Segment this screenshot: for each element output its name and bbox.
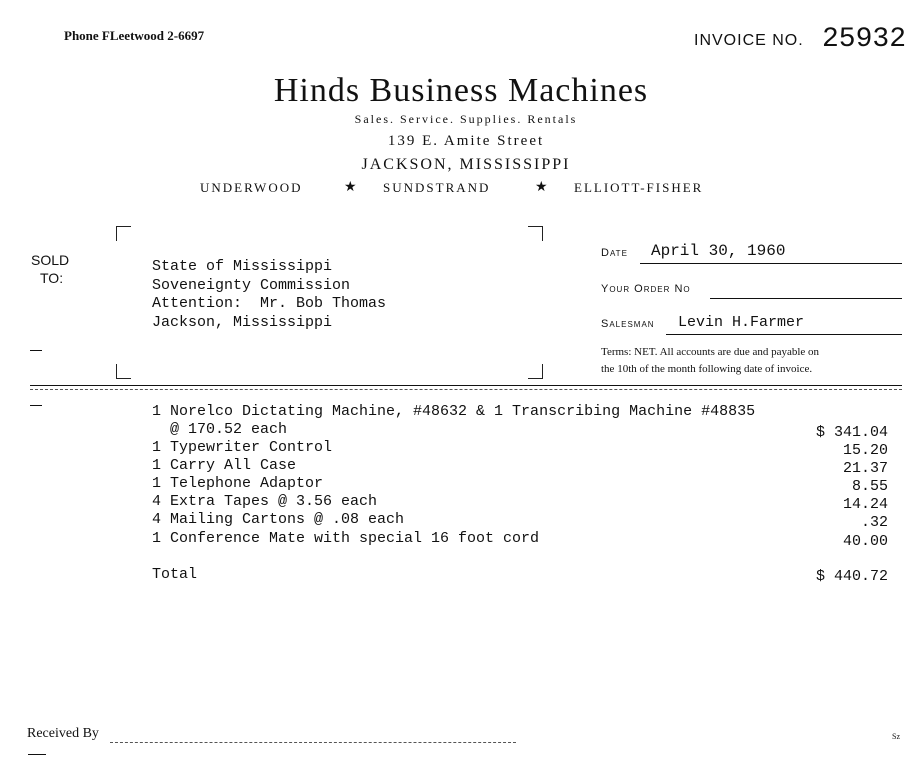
terms-line: the 10th of the month following date of invoice. (601, 363, 813, 375)
corner-mark (116, 364, 131, 379)
divider-line (30, 385, 902, 386)
corner-mark-text: Sz (892, 732, 900, 741)
item-description: 1 Typewriter Control (152, 439, 333, 456)
corner-mark (528, 364, 543, 379)
order-line (710, 298, 902, 299)
date-line (640, 263, 902, 264)
corner-mark (116, 226, 131, 241)
sold-to-line: Jackson, Mississippi (152, 314, 333, 331)
margin-tick (30, 405, 42, 406)
invoice-number: 25932 (822, 24, 907, 55)
salesman-label: Salesman (601, 318, 655, 330)
sold-to-line: Attention: Mr. Bob Thomas (152, 295, 387, 312)
sold-to-line: Soveneignty Commission (152, 277, 351, 294)
company-tagline: Sales. Service. Supplies. Rentals (354, 112, 578, 126)
margin-tick (28, 754, 46, 755)
company-name: Hinds Business Machines (273, 72, 649, 109)
total-amount: $ 440.72 (815, 568, 888, 585)
phone-number: Phone FLeetwood 2-6697 (64, 28, 205, 43)
date-value: April 30, 1960 (651, 242, 786, 260)
sold-label: SOLD (31, 252, 70, 268)
total-label: Total (152, 566, 198, 583)
signature-line (110, 742, 516, 743)
company-city: JACKSON, MISSISSIPPI (361, 156, 571, 173)
item-description: @ 170.52 each (152, 421, 288, 438)
salesman-line (666, 334, 902, 335)
to-label: TO: (40, 270, 64, 286)
item-description: 1 Carry All Case (152, 457, 297, 474)
sold-to-line: State of Mississippi (152, 258, 333, 275)
company-street: 139 E. Amite Street (387, 133, 545, 149)
terms-line: Terms: NET. All accounts are due and payable on (601, 346, 820, 358)
brand-underwood: UNDERWOOD (200, 180, 303, 195)
order-label: Your Order No (601, 283, 691, 295)
item-amount: 40.00 (842, 533, 888, 550)
item-description: 4 Extra Tapes @ 3.56 each (152, 493, 378, 510)
item-amount: .32 (860, 514, 888, 531)
item-description: 1 Telephone Adaptor (152, 475, 324, 492)
brand-sundstrand: SUNDSTRAND (383, 180, 491, 195)
item-amount: 14.24 (842, 496, 888, 513)
invoice-label: INVOICE NO. (694, 32, 804, 49)
star-icon: ★ (344, 180, 357, 195)
received-by-label: Received By (27, 726, 99, 741)
divider-line (30, 389, 902, 390)
corner-mark (528, 226, 543, 241)
item-amount: 21.37 (842, 460, 888, 477)
star-icon: ★ (535, 180, 548, 195)
item-description: 1 Norelco Dictating Machine, #48632 & 1 Transcribing Machine #48835 (152, 403, 756, 420)
margin-tick (30, 350, 42, 351)
date-label: Date (601, 247, 628, 259)
salesman-value: Levin H.Farmer (678, 314, 805, 331)
brand-elliott-fisher: ELLIOTT-FISHER (574, 180, 704, 195)
item-description: 4 Mailing Cartons @ .08 each (152, 511, 405, 528)
item-amount: 15.20 (842, 442, 888, 459)
item-amount: $ 341.04 (815, 424, 888, 441)
item-description: 1 Conference Mate with special 16 foot cord (152, 530, 540, 547)
item-amount: 8.55 (851, 478, 888, 495)
